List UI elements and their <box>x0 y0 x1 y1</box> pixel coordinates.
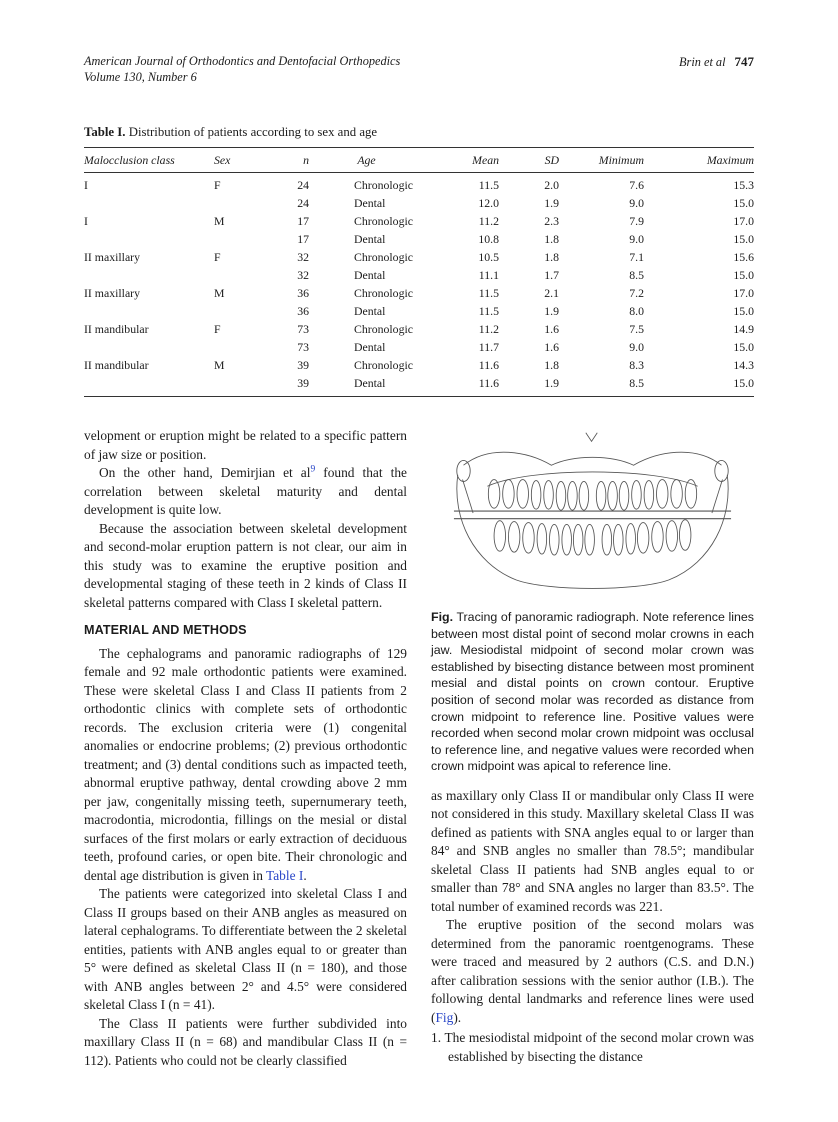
text-run: The cephalograms and panoramic radiographs of 129 female and 92 male orthodontic patients were examined. These were skeletal Class I and Class II patients from 2 orthodontic clinics with complete sets of orthodontic records. The exclusion criteria were (1) congenital anomalies or endocrine problems; (2) previous orthodontic treatment; and (3) dental conditions such as impacted teeth, abnormal eruptive pathway, dental crowding above 2 mm per jaw, congenitally missing teeth, supernumerary teeth, macrodontia, microdontia, fillings on the mesial or distal surfaces of the first molars or early extraction of deciduous teeth, profound caries, or open bite. Their chronologic and dental age distribution is given in <box>84 645 407 883</box>
text-run: On the other hand, Demirjian et al <box>99 465 311 480</box>
column-header: Malocclusion class <box>84 153 175 167</box>
table-cell: 17.0 <box>733 214 754 228</box>
table-cell: 32 <box>297 268 309 282</box>
table-cell <box>214 267 269 285</box>
table-cell: 14.3 <box>733 358 754 372</box>
table-cell: 8.3 <box>629 358 644 372</box>
table-cell: 2.3 <box>544 214 559 228</box>
table-cell: 9.0 <box>629 196 644 210</box>
table-cell <box>214 339 269 357</box>
patients-distribution-table <box>84 147 754 397</box>
table-cell: 36 <box>297 286 309 300</box>
text-run: found that the correlation between skeletal maturity and dental development is quite low. <box>84 465 407 517</box>
table-cell: 8.0 <box>629 304 644 318</box>
figure-caption-text: Tracing of panoramic radiograph. Note reference lines between most distal point of second molar crowns in each jaw. Mesiodistal midpoint of second molar crown was established by bisecting distance between most prominent mesial and distal points on crown contour. Eruptive position of second molar was recorded as distance from crown midpoint to reference line. Positive values were recorded when second molar crown midpoint was occlusal to reference line, and negative values were recorded when crown midpoint was apical to reference line. <box>431 610 754 774</box>
table-cell: 15.0 <box>733 340 754 354</box>
table-cell: 9.0 <box>629 232 644 246</box>
table-row <box>84 267 754 285</box>
table-row <box>84 357 754 375</box>
table-row <box>84 213 754 231</box>
table-cell: Dental <box>354 340 386 354</box>
table-row <box>84 375 754 397</box>
figure-caption <box>431 609 754 775</box>
table-header-row <box>84 148 754 173</box>
table-cell: 32 <box>297 250 309 264</box>
page-number: 747 <box>734 54 754 69</box>
table-cell: 7.5 <box>629 322 644 336</box>
table-cell: 15.6 <box>733 250 754 264</box>
table-cell: Chronologic <box>354 322 413 336</box>
table-cell: Chronologic <box>354 178 413 192</box>
body-paragraph <box>84 645 407 886</box>
table-row <box>84 195 754 213</box>
table-cell: F <box>214 178 221 192</box>
table-cell: Dental <box>354 196 386 210</box>
table-cell: II mandibular <box>84 358 149 372</box>
table-cell: 11.2 <box>478 322 499 336</box>
table-cell: 11.5 <box>478 304 499 318</box>
running-head <box>679 54 754 71</box>
table-reference-link[interactable]: Table I <box>266 867 304 883</box>
left-column <box>84 427 407 1070</box>
table-cell: 9.0 <box>629 340 644 354</box>
journal-title: American Journal of Orthodontics and Dentofacial Orthopedics <box>84 54 401 68</box>
table-cell: 11.5 <box>478 286 499 300</box>
numbered-list-item <box>431 1029 754 1066</box>
list-item-number: 1. <box>431 1030 442 1046</box>
section-heading-material-and-methods: MATERIAL AND METHODS <box>84 623 247 637</box>
table-cell: 2.1 <box>544 286 559 300</box>
table-cell <box>84 231 214 249</box>
table-cell: Chronologic <box>354 286 413 300</box>
table-cell: I <box>84 214 88 228</box>
column-header: Maximum <box>706 153 754 167</box>
body-paragraph: The patients were categorized into skeletal Class I and Class II groups based on their ANB angles as measured on lateral cephalograms. To differentiate between the 2 skeletal entities, patients with ANB angles equal to or greater than 5° were defined as skeletal Class II (n = 180), and those with ANB angles between 2° and 4.5° were considered skeletal Class I (n = 41). <box>84 886 407 1012</box>
table-cell: 11.6 <box>478 376 499 390</box>
figure-panoramic-tracing <box>431 427 754 599</box>
table-cell: Dental <box>354 376 386 390</box>
table-cell: 10.5 <box>478 250 499 264</box>
table-cell: 15.3 <box>733 178 754 192</box>
table-cell: 73 <box>297 322 309 336</box>
journal-volume: Volume 130, Number 6 <box>84 69 197 84</box>
table-caption-text: Distribution of patients according to sex and age <box>125 125 378 139</box>
table-cell: 1.9 <box>544 376 559 390</box>
column-header: n <box>303 153 309 167</box>
table-cell: M <box>214 358 225 372</box>
table-cell: 24 <box>297 196 309 210</box>
table-cell: 1.8 <box>544 358 559 372</box>
table-cell: II maxillary <box>84 286 141 300</box>
table-cell: 1.9 <box>544 304 559 318</box>
two-column-body <box>84 427 754 1070</box>
table-cell: 12.0 <box>478 196 499 210</box>
table-cell: 7.6 <box>629 178 644 192</box>
body-paragraph <box>84 464 407 520</box>
table-cell: 1.8 <box>544 232 559 246</box>
table-cell: 11.2 <box>478 214 499 228</box>
table-row <box>84 249 754 267</box>
column-header: Minimum <box>598 153 644 167</box>
table-cell: 11.6 <box>478 358 499 372</box>
body-paragraph: velopment or eruption might be related to a specific pattern of jaw size or position. <box>84 428 407 462</box>
column-header: Sex <box>214 153 231 167</box>
table-cell: 7.9 <box>629 214 644 228</box>
table-cell: F <box>214 250 221 264</box>
table-cell: 7.1 <box>629 250 644 264</box>
text-run: . <box>303 867 307 883</box>
body-paragraph: The Class II patients were further subdivided into maxillary Class II (n = 68) and mandibular Class II (n = 112). Patients who could not be clearly classified <box>84 1015 407 1068</box>
table-cell: 1.8 <box>544 250 559 264</box>
table-cell <box>84 195 214 213</box>
table-cell: 11.7 <box>478 340 499 354</box>
table-section <box>84 125 754 397</box>
table-cell <box>84 339 214 357</box>
table-caption <box>84 125 754 140</box>
table-row <box>84 173 754 195</box>
body-paragraph: as maxillary only Class II or mandibular only Class II were not considered in this study. Maxillary skeletal Class II was defined as patients with SNA angles equal to or larger than 84° and SNB angles no smaller than 78.5°; mandibular skeletal Class II patients had SNB angles equal to or smaller than 78° and SNA angles no larger than 83.5°. The total number of examined records was 221. <box>431 787 754 914</box>
table-cell: 24 <box>297 178 309 192</box>
page-header <box>84 54 754 85</box>
table-cell: 11.1 <box>478 268 499 282</box>
table-cell <box>84 303 214 321</box>
table-cell: 1.6 <box>544 322 559 336</box>
table-cell: I <box>84 178 88 192</box>
running-authors: Brin et al <box>679 55 726 69</box>
table-row <box>84 285 754 303</box>
table-cell: 17 <box>297 214 309 228</box>
table-cell <box>84 267 214 285</box>
table-cell <box>84 375 214 397</box>
table-cell: 10.8 <box>478 232 499 246</box>
column-header: Age <box>357 153 376 167</box>
text-run: ). <box>453 1009 462 1025</box>
figure-caption-label: Fig. <box>431 610 454 624</box>
table-cell: 17 <box>297 232 309 246</box>
table-cell: 8.5 <box>629 268 644 282</box>
panoramic-tracing-image <box>431 427 754 599</box>
table-cell <box>214 231 269 249</box>
table-cell: 15.0 <box>733 232 754 246</box>
table-cell <box>214 195 269 213</box>
table-cell: 1.6 <box>544 340 559 354</box>
table-cell: 8.5 <box>629 376 644 390</box>
figure-reference-link[interactable]: Fig <box>435 1009 454 1025</box>
table-cell: 39 <box>297 358 309 372</box>
table-cell: 1.7 <box>544 268 559 282</box>
body-paragraph: Because the association between skeletal development and second-molar eruption pattern is not clear, our aim in this study was to examine the eruptive position and developmental staging of these teeth in 2 kinds of Class II skeletal patterns compared with Class I skeletal pattern. <box>84 520 407 610</box>
table-caption-label: Table I. <box>84 125 126 139</box>
column-header: Mean <box>472 153 499 167</box>
table-cell: 14.9 <box>733 322 754 336</box>
table-cell: 36 <box>297 304 309 318</box>
table-row <box>84 321 754 339</box>
table-row <box>84 231 754 249</box>
table-cell <box>214 303 269 321</box>
table-cell: Dental <box>354 304 386 318</box>
table-cell: 39 <box>297 376 309 390</box>
table-cell: Dental <box>354 232 386 246</box>
table-cell: Chronologic <box>354 214 413 228</box>
journal-masthead <box>84 54 400 85</box>
table-cell: M <box>214 214 225 228</box>
table-cell: II mandibular <box>84 322 149 336</box>
table-cell: 2.0 <box>544 178 559 192</box>
table-cell: 7.2 <box>629 286 644 300</box>
table-row <box>84 339 754 357</box>
table-cell: M <box>214 286 225 300</box>
table-cell: 11.5 <box>478 178 499 192</box>
table-cell: 15.0 <box>733 304 754 318</box>
table-cell: Chronologic <box>354 250 413 264</box>
list-item-text: The mesiodistal midpoint of the second molar crown was established by bisecting the distance <box>444 1030 754 1064</box>
table-cell: 15.0 <box>733 268 754 282</box>
table-cell: 17.0 <box>733 286 754 300</box>
table-row <box>84 303 754 321</box>
table-cell: 1.9 <box>544 196 559 210</box>
text-run: The eruptive position of the second molars was determined from the panoramic roentgenograms. These were traced and measured by 2 authors (C.S. and D.N.) after calibration sessions with the senior author (I.B.). The following dental landmarks and reference lines were used ( <box>431 917 754 1025</box>
table-cell: 15.0 <box>733 376 754 390</box>
table-cell: 15.0 <box>733 196 754 210</box>
table-cell: Dental <box>354 268 386 282</box>
table-cell: Chronologic <box>354 358 413 372</box>
column-header: SD <box>544 153 559 167</box>
table-cell: 73 <box>297 340 309 354</box>
body-paragraph <box>431 916 754 1027</box>
right-column <box>431 427 754 1070</box>
table-cell <box>214 375 269 397</box>
table-cell: II maxillary <box>84 250 141 264</box>
reference-citation-link[interactable]: 9 <box>310 464 316 475</box>
table-cell: F <box>214 322 221 336</box>
